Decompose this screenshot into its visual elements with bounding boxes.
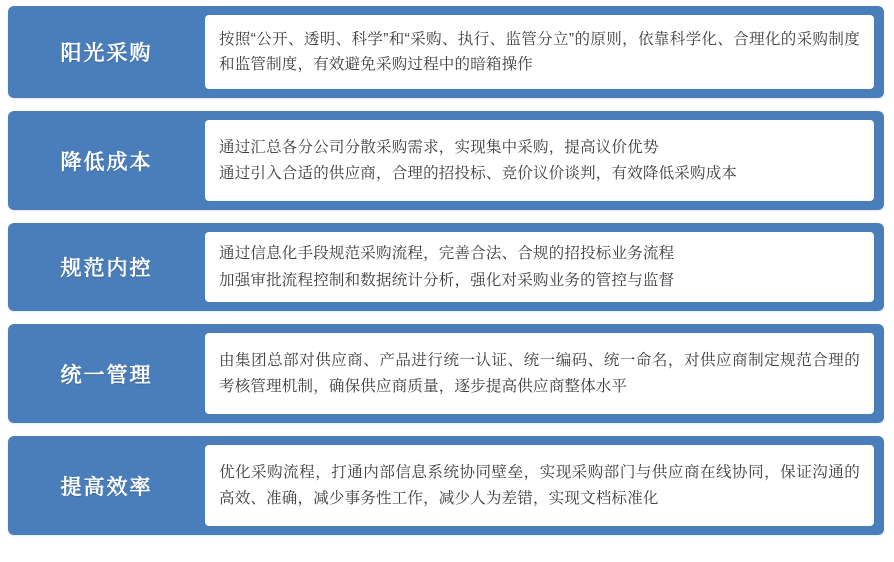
- benefit-line: 优化采购流程，打通内部信息系统协同壁垒，实现采购部门与供应商在线协同，保证沟通的高效、准确，减少事务性工作，减少人为差错，实现文档标准化: [219, 464, 860, 507]
- benefit-line: 由集团总部对供应商、产品进行统一认证、统一编码、统一命名，对供应商制定规范合理的考核管理机制，确保供应商质量，逐步提高供应商整体水平: [219, 352, 860, 395]
- benefit-content-1: [205, 15, 874, 89]
- benefit-row-5: [8, 436, 884, 535]
- benefit-line: 通过引入合适的供应商，合理的招投标、竞价议价谈判，有效降低采购成本: [219, 165, 738, 182]
- benefit-content-5: [205, 445, 874, 526]
- benefit-line: 加强审批流程控制和数据统计分析，强化对采购业务的管控与监督: [219, 271, 675, 289]
- benefit-line: 通过信息化手段规范采购流程，完善合法、合规的招投标业务流程: [219, 245, 675, 263]
- benefit-content-3: [205, 232, 874, 302]
- benefit-row-3: [8, 223, 884, 311]
- benefit-row-1: [8, 6, 884, 98]
- benefit-label-4: 统一管理: [60, 363, 153, 387]
- benefit-content-2: [205, 120, 874, 201]
- benefit-content-4: [205, 333, 874, 414]
- benefit-row-4: [8, 324, 884, 423]
- benefit-label-5: 提高效率: [60, 475, 153, 499]
- benefit-line: 按照“公开、透明、科学”和“采购、执行、监管分立”的原则，依靠科学化、合理化的采购制度和监管制度，有效避免采购过程中的暗箱操作: [219, 30, 860, 73]
- benefit-row-2: [8, 111, 884, 210]
- benefit-line: 通过汇总各分公司分散采购需求，实现集中采购，提高议价优势: [219, 138, 659, 156]
- benefit-label-1: 阳光采购: [60, 42, 153, 65]
- benefit-label-2: 降低成本: [60, 150, 153, 174]
- benefit-label-3: 规范内控: [60, 257, 153, 280]
